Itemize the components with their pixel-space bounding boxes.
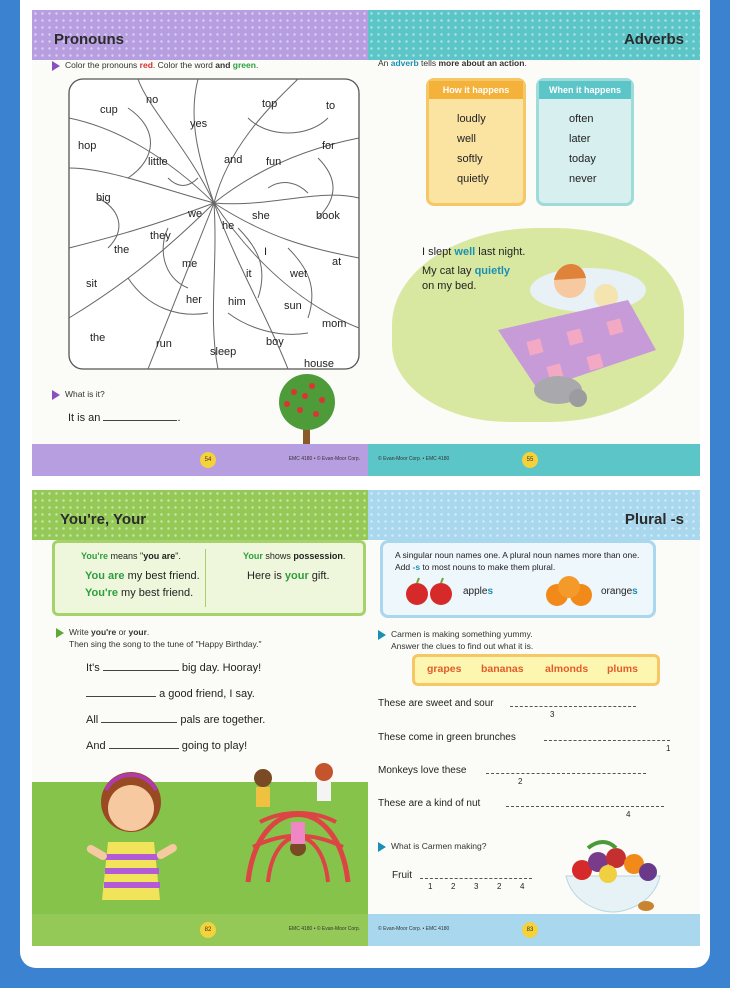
final-number: 1: [428, 882, 433, 891]
answer-line: It is an .: [68, 412, 181, 424]
puzzle-word: top: [262, 98, 278, 110]
page-number: 83: [522, 922, 538, 938]
adverb-word: often: [569, 113, 594, 125]
adverb-word: today: [569, 153, 596, 165]
puzzle-word: boy: [266, 336, 284, 348]
puzzle-word: little: [148, 156, 168, 168]
adverb-word: softly: [457, 153, 483, 165]
final-number: 2: [451, 882, 456, 891]
puzzle-word: her: [186, 294, 202, 306]
puzzle-word: to: [326, 100, 336, 112]
page-footer: [368, 444, 700, 476]
clue-number: 4: [626, 810, 631, 819]
instruction: Carmen is making something yummy. Answer the clues to find out what it is.: [378, 628, 533, 652]
youre-page: [32, 490, 368, 946]
footer-text: © Evan-Moor Corp. • EMC 4180: [378, 926, 450, 932]
song-line: All pals are together.: [86, 714, 266, 726]
how-box: [426, 78, 526, 206]
adverb-word: loudly: [457, 113, 486, 125]
word-bank-item: almonds: [545, 663, 589, 675]
puzzle-word: at: [332, 256, 342, 268]
climbing-dome-image: [238, 752, 358, 892]
puzzle-word: the: [114, 244, 130, 256]
puzzle-word: no: [146, 94, 159, 106]
pointer-icon: [52, 61, 60, 71]
puzzle-word: yes: [190, 118, 208, 130]
footer-text: © Evan-Moor Corp. • EMC 4180: [378, 456, 450, 462]
page-number: 54: [200, 452, 216, 468]
song-line: And going to play!: [86, 740, 248, 752]
puzzle-word: the: [90, 332, 106, 344]
puzzle-word: they: [150, 230, 171, 242]
page-footer: [32, 914, 368, 946]
apples-icon: [403, 577, 457, 607]
youre-definition: You're means "you are".: [81, 551, 181, 561]
clue-text: These are a kind of nut: [378, 798, 481, 809]
word-bank-item: plums: [607, 663, 638, 675]
puzzle-word: him: [228, 296, 246, 308]
pointer-icon: [378, 842, 386, 852]
clue-text: These are sweet and sour: [378, 698, 494, 709]
final-blank: [420, 878, 532, 879]
when-header: When it happens: [539, 81, 631, 99]
definition-divider: [205, 549, 206, 607]
clue-number: 3: [550, 710, 555, 719]
pronouns-page: [32, 10, 368, 476]
instruction: Color the pronouns red. Color the word and green.: [52, 60, 258, 71]
puzzle-word: hop: [78, 140, 97, 152]
clue-text: These come in green brunches: [378, 732, 516, 743]
question: What is Carmen making?: [378, 841, 486, 852]
song-line: It's big day. Hooray!: [86, 662, 262, 674]
final-number: 4: [520, 882, 525, 891]
puzzle-word: me: [182, 258, 198, 270]
puzzle-word: we: [188, 208, 203, 220]
puzzle-word: house: [304, 358, 334, 370]
footer-text: EMC 4180 • © Evan-Moor Corp.: [288, 926, 360, 932]
when-box: [536, 78, 634, 206]
oranges-label: oranges: [601, 586, 638, 597]
pointer-icon: [378, 630, 386, 640]
color-puzzle: [68, 78, 360, 370]
youre-example-1: You are my best friend.: [85, 570, 200, 582]
example-sentence-2: My cat lay quietly on my bed.: [422, 265, 511, 292]
puzzle-word: it: [246, 268, 252, 280]
pointer-icon: [52, 390, 60, 400]
footer-text: EMC 4180 • © Evan-Moor Corp.: [288, 456, 360, 462]
page-footer: [32, 444, 368, 476]
question: What is it?: [52, 389, 105, 400]
page-title: Pronouns: [54, 31, 124, 48]
girl-image: [76, 750, 186, 920]
youre-example-2: You're my best friend.: [85, 587, 194, 599]
puzzle-word: I: [264, 246, 268, 258]
intro: An adverb tells more about an action.: [378, 58, 527, 68]
puzzle-word: sun: [284, 300, 302, 312]
clue-number: 2: [518, 777, 523, 786]
apples-label: apples: [463, 586, 494, 597]
page-title: Adverbs: [623, 31, 684, 48]
puzzle-word: run: [156, 338, 172, 350]
puzzle-word: cup: [100, 104, 118, 116]
rule-box: [380, 540, 656, 618]
puzzle-word: book: [316, 210, 340, 222]
adverb-word: well: [457, 133, 476, 145]
your-definition: Your shows possession.: [243, 551, 346, 561]
puzzle-word: for: [322, 140, 335, 152]
puzzle-word: and: [224, 154, 243, 166]
puzzle-word: fun: [266, 156, 282, 168]
example-sentence-1: I slept well last night.: [422, 246, 526, 258]
pointer-icon: [56, 628, 64, 638]
definition-box: [52, 540, 366, 616]
page-title: You're, Your: [60, 511, 147, 528]
word-bank-item: bananas: [481, 663, 524, 675]
page-number: 55: [522, 452, 538, 468]
page-title: Plural -s: [624, 511, 684, 528]
answer-blank: [510, 706, 636, 707]
page-footer: [368, 914, 700, 946]
final-number: 2: [497, 882, 502, 891]
plural-page: [368, 490, 700, 946]
answer-blank: [486, 773, 646, 774]
answer-blank: [506, 806, 664, 807]
puzzle-word: wet: [290, 268, 308, 280]
song-line: a good friend, I say.: [86, 688, 255, 700]
puzzle-word: he: [222, 220, 235, 232]
puzzle-word: sleep: [210, 346, 237, 358]
fruit-bowl-image: [558, 836, 668, 916]
final-label: Fruit: [392, 870, 412, 881]
word-bank: [412, 654, 660, 686]
puzzle-word: big: [96, 192, 111, 204]
your-example: Here is your gift.: [247, 570, 330, 582]
adverb-word: later: [569, 133, 591, 145]
word-bank-item: grapes: [427, 663, 462, 675]
how-header: How it happens: [429, 81, 523, 99]
page-number: 82: [200, 922, 216, 938]
rule-text: A singular noun names one. A plural noun names more than one. Add -s to most nouns to make them plural.: [395, 550, 640, 572]
puzzle-word: she: [252, 210, 270, 222]
puzzle-word: mom: [322, 318, 347, 330]
final-number: 3: [474, 882, 479, 891]
adverbs-page: [368, 10, 700, 476]
answer-blank: [544, 740, 670, 741]
puzzle-lines: [68, 78, 360, 370]
clue-text: Monkeys love these: [378, 765, 467, 776]
adverb-word: never: [569, 173, 597, 185]
apple-tree-image: [272, 372, 342, 452]
clue-number: 1: [666, 744, 671, 753]
instruction: Write you're or your. Then sing the song to the tune of "Happy Birthday.": [56, 626, 262, 650]
puzzle-word: sit: [86, 278, 97, 290]
oranges-icon: [543, 575, 597, 607]
adverb-word: quietly: [457, 173, 489, 185]
